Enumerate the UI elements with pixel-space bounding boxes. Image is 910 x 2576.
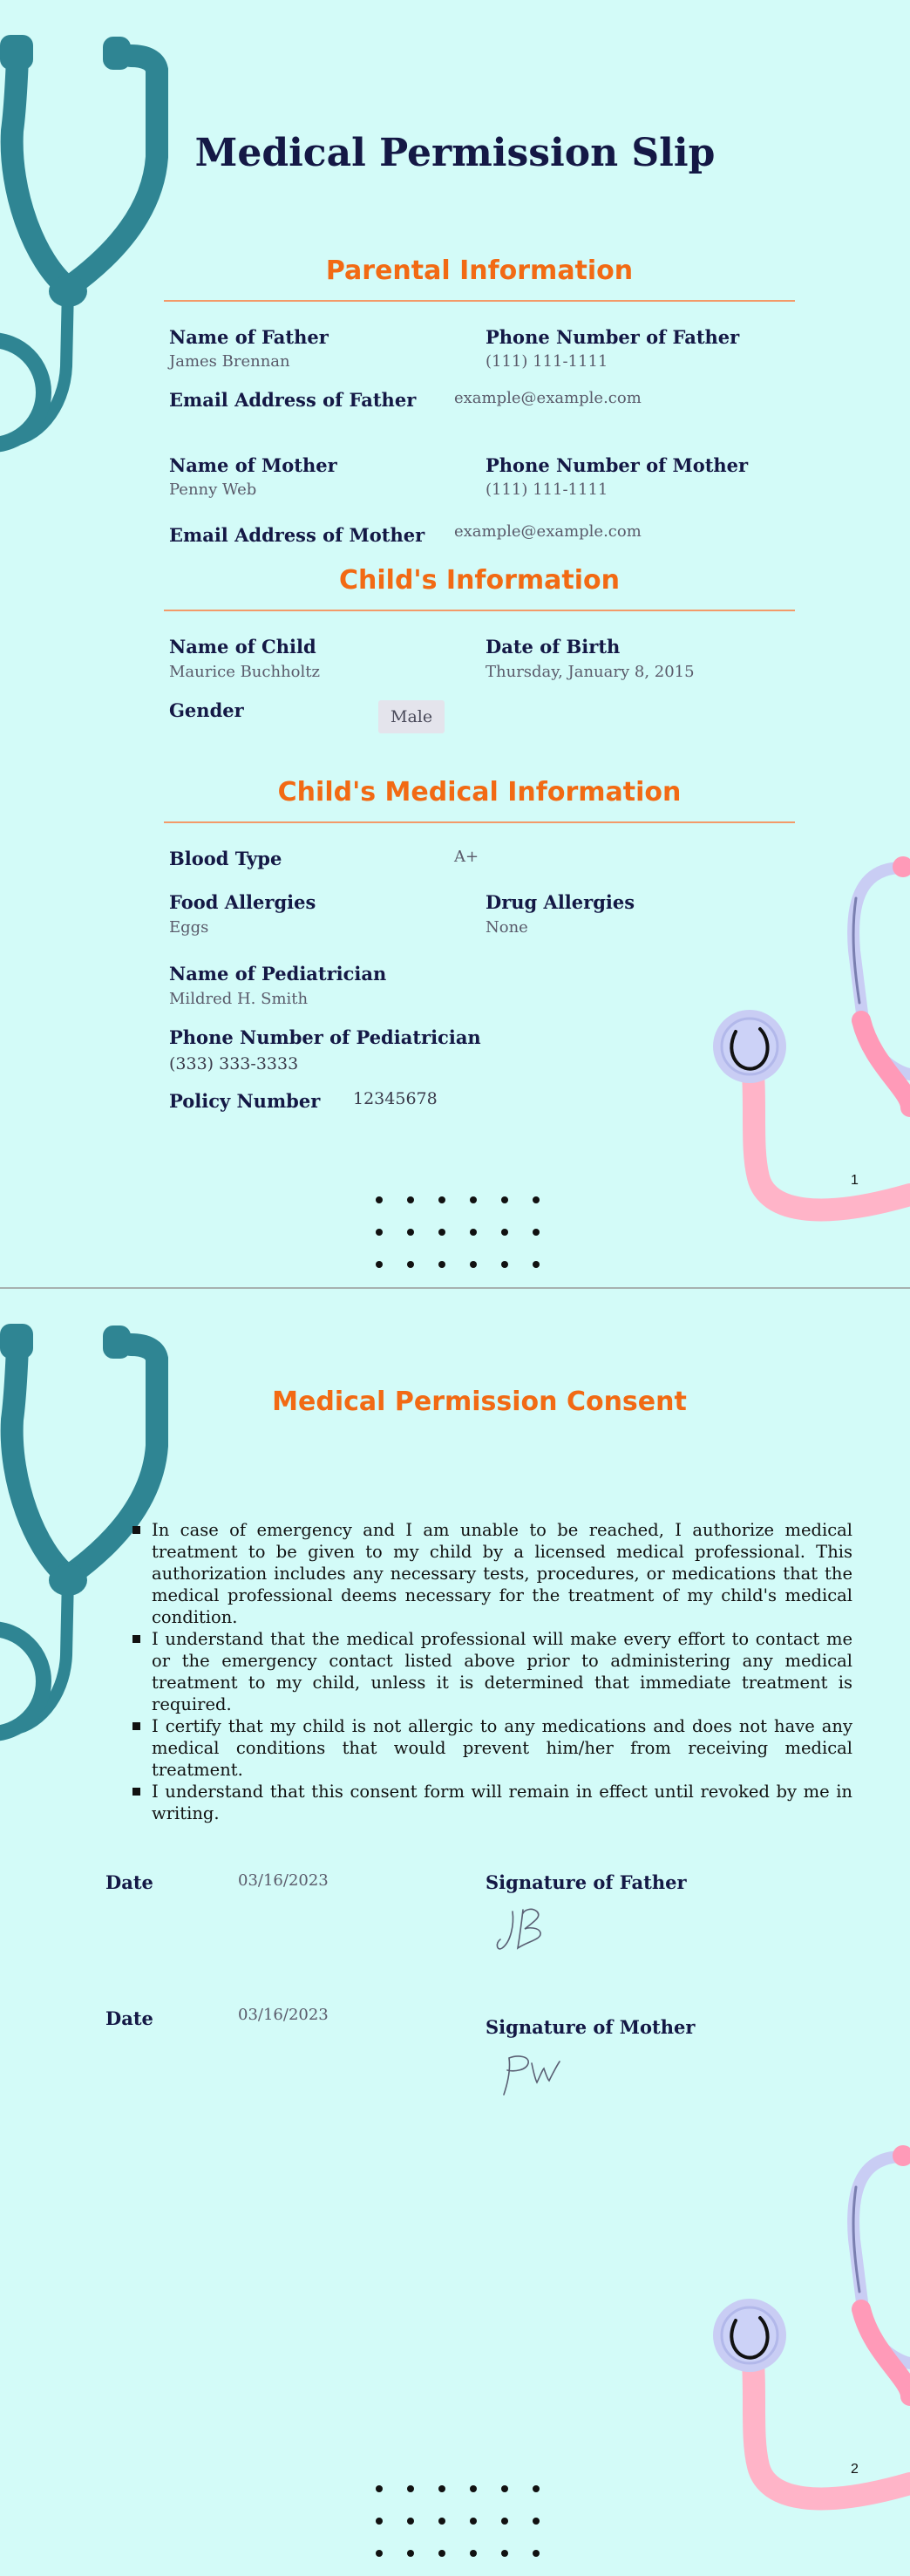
page-1 bbox=[0, 0, 910, 1287]
food-allergies-value: Eggs bbox=[169, 918, 209, 937]
pediatrician-name-label: Name of Pediatrician bbox=[169, 963, 387, 985]
mother-phone-value: (111) 111-1111 bbox=[486, 480, 608, 499]
date-label-1: Date bbox=[105, 1871, 153, 1893]
father-email-value: example@example.com bbox=[454, 389, 642, 407]
page-2 bbox=[0, 1289, 910, 2576]
mother-email-value: example@example.com bbox=[454, 522, 642, 541]
consent-heading: Medical Permission Consent bbox=[272, 1387, 687, 1417]
drug-allergies-value: None bbox=[486, 918, 528, 937]
pediatrician-name-value: Mildred H. Smith bbox=[169, 990, 309, 1008]
consent-item: I certify that my child is not allergic to any medications and does not have any medical conditions that would prevent him/her from receiving medical treatment. bbox=[131, 1715, 852, 1781]
section-divider bbox=[164, 821, 795, 823]
date-value-2: 03/16/2023 bbox=[238, 2006, 329, 2024]
section-divider bbox=[164, 610, 795, 611]
policy-number-label: Policy Number bbox=[169, 1090, 321, 1112]
blood-type-label: Blood Type bbox=[169, 848, 282, 869]
pediatrician-phone-value: (333) 333-3333 bbox=[169, 1054, 299, 1073]
dob-value: Thursday, January 8, 2015 bbox=[486, 663, 695, 681]
date-value-1: 03/16/2023 bbox=[238, 1871, 329, 1890]
pink-stethoscope-icon bbox=[706, 2135, 910, 2553]
mother-name-value: Penny Web bbox=[169, 480, 257, 499]
section-divider bbox=[164, 300, 795, 302]
mother-phone-label: Phone Number of Mother bbox=[486, 454, 749, 476]
father-signature bbox=[493, 1903, 563, 1955]
mother-signature bbox=[492, 2049, 570, 2102]
date-label-2: Date bbox=[105, 2007, 153, 2029]
medical-information-heading: Child's Medical Information bbox=[277, 777, 682, 808]
policy-number-value: 12345678 bbox=[353, 1089, 438, 1108]
child-name-value: Maurice Buchholtz bbox=[169, 663, 320, 681]
page-title: Medical Permission Slip bbox=[194, 131, 716, 175]
page-number: 1 bbox=[851, 1173, 859, 1188]
gender-label: Gender bbox=[169, 699, 244, 721]
teal-stethoscope-icon bbox=[0, 0, 183, 471]
father-name-value: James Brennan bbox=[169, 352, 290, 371]
food-allergies-label: Food Allergies bbox=[169, 891, 316, 913]
blood-type-value: A+ bbox=[454, 848, 479, 866]
consent-item: I understand that the medical professional will make every effort to contact me or the emergency contact listed above prior to administering any medical treatment to my child, unless it is determined that immediate treatment is required. bbox=[131, 1628, 852, 1715]
pink-stethoscope-icon bbox=[706, 846, 910, 1264]
consent-item: In case of emergency and I am unable to be reached, I authorize medical treatment to be given to my child by a licensed medical professional. This authorization includes any necessary tests, procedures, or medications that the medical professional deems necessary for the treatment of my child's medical condition. bbox=[131, 1519, 852, 1628]
father-signature-label: Signature of Father bbox=[486, 1871, 687, 1893]
mother-email-label: Email Address of Mother bbox=[169, 524, 425, 546]
mother-signature-label: Signature of Mother bbox=[486, 2016, 696, 2038]
father-phone-value: (111) 111-1111 bbox=[486, 352, 608, 371]
page-number: 2 bbox=[851, 2462, 859, 2477]
child-information-heading: Child's Information bbox=[339, 565, 620, 596]
father-name-label: Name of Father bbox=[169, 326, 329, 348]
parental-information-heading: Parental Information bbox=[325, 256, 634, 286]
decorative-dot-grid bbox=[376, 1196, 540, 1268]
mother-name-label: Name of Mother bbox=[169, 454, 337, 476]
gender-value: Male bbox=[378, 700, 445, 733]
consent-list bbox=[131, 1519, 852, 1824]
pediatrician-phone-label: Phone Number of Pediatrician bbox=[169, 1026, 481, 1048]
decorative-dot-grid bbox=[376, 2485, 540, 2557]
child-name-label: Name of Child bbox=[169, 636, 316, 658]
dob-label: Date of Birth bbox=[486, 636, 621, 658]
father-email-label: Email Address of Father bbox=[169, 389, 417, 411]
drug-allergies-label: Drug Allergies bbox=[486, 891, 635, 913]
consent-item: I understand that this consent form will remain in effect until revoked by me in writing. bbox=[131, 1781, 852, 1824]
father-phone-label: Phone Number of Father bbox=[486, 326, 740, 348]
